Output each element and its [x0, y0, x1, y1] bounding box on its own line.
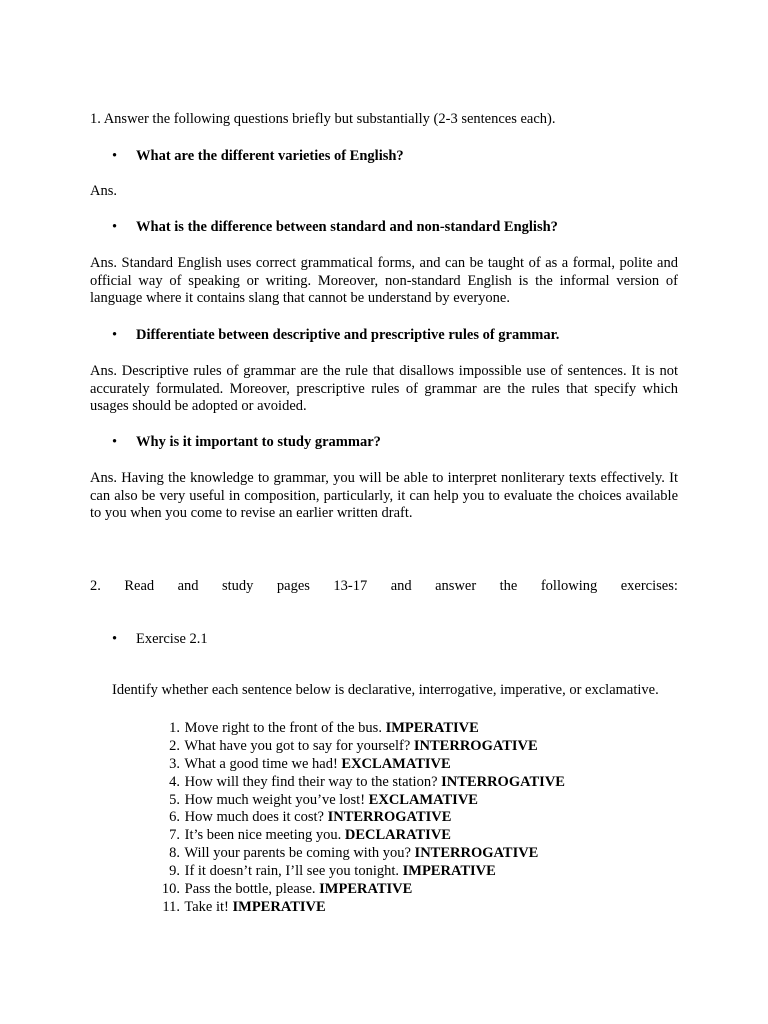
item-number: 8. — [169, 845, 180, 862]
heading-word: and — [177, 578, 199, 594]
item-number: 3. — [169, 755, 180, 772]
item-answer: IMPERATIVE — [232, 898, 326, 915]
item-answer: DECLARATIVE — [344, 827, 451, 844]
list-item — [158, 809, 658, 827]
item-number: 10. — [161, 881, 180, 898]
bullet-icon: • — [112, 631, 118, 647]
answer-4: Ans. Having the knowledge to grammar, you will be able to interpret nonliterary texts effectively. It can also be very useful in composition, particularly, it can help you to evaluate the choices available to you when you come to revise an earlier written draft. — [90, 470, 678, 521]
item-answer: EXCLAMATIVE — [341, 755, 451, 772]
item-sentence: How will they find their way to the station? — [184, 773, 442, 790]
item-answer: INTERROGATIVE — [327, 809, 452, 826]
answer-2: Ans. Standard English uses correct grammatical forms, and can be taught of as a formal, polite and official way of speaking or writing. Moreover, non-standard English is the informal version of language where it contains slang that cannot be understand by everyone. — [90, 255, 678, 306]
item-sentence: Will your parents be coming with you? — [184, 845, 415, 862]
list-item — [158, 792, 658, 810]
item-sentence: How much does it cost? — [184, 809, 328, 826]
list-item — [158, 845, 658, 863]
item-sentence: Move right to the front of the bus. — [184, 720, 386, 736]
bullet-icon: • — [112, 219, 118, 235]
heading-word: study — [222, 578, 254, 594]
item-answer: IMPERATIVE — [319, 881, 413, 898]
heading-word: the — [499, 578, 518, 594]
bullet-icon: • — [112, 327, 118, 343]
heading-word: 2. — [90, 578, 101, 594]
item-number: 4. — [169, 773, 180, 790]
list-item — [158, 720, 658, 738]
heading-word: 13-17 — [333, 578, 368, 594]
item-number: 7. — [169, 827, 180, 844]
item-answer: INTERROGATIVE — [413, 737, 538, 754]
item-answer: IMPERATIVE — [402, 863, 496, 880]
list-item — [158, 756, 658, 774]
item-number: 11. — [162, 898, 180, 915]
list-item — [158, 863, 658, 881]
item-sentence: What a good time we had! — [184, 755, 342, 772]
bullet-icon: • — [112, 434, 118, 450]
section-2-heading — [90, 578, 678, 596]
heading-word: answer — [435, 578, 477, 594]
item-sentence: Take it! — [184, 898, 233, 915]
item-number: 2. — [169, 737, 180, 754]
item-answer: INTERROGATIVE — [441, 773, 565, 790]
item-answer: INTERROGATIVE — [414, 845, 539, 862]
heading-word: exercises: — [620, 578, 678, 594]
item-sentence: What have you got to say for yourself? — [184, 737, 414, 754]
exercise-label: Exercise 2.1 — [136, 631, 208, 647]
heading-word: following — [540, 578, 598, 594]
item-number: 9. — [169, 863, 180, 880]
item-number: 5. — [169, 791, 180, 808]
list-item — [158, 881, 658, 899]
list-item — [158, 774, 658, 792]
item-answer: EXCLAMATIVE — [368, 791, 478, 808]
question-1-text: What are the different varieties of English? — [136, 148, 404, 164]
list-item — [158, 827, 658, 845]
item-sentence: It’s been nice meeting you. — [184, 827, 345, 844]
answer-3: Ans. Descriptive rules of grammar are the rule that disallows impossible use of sentences. It is not accurately formulated. Moreover, prescriptive rules of grammar are the rules that specify which usages should be adopted or avoided. — [90, 363, 678, 414]
heading-word: pages — [276, 578, 310, 594]
item-sentence: If it doesn’t rain, I’ll see you tonight. — [184, 863, 403, 880]
item-number: 6. — [169, 809, 180, 826]
question-3-text: Differentiate between descriptive and prescriptive rules of grammar. — [136, 327, 560, 343]
exercise-instruction: Identify whether each sentence below is declarative, interrogative, imperative, or exclamative. — [112, 681, 659, 698]
heading-word: and — [390, 578, 412, 594]
section-1-heading: 1. Answer the following questions briefly but substantially (2-3 sentences each). — [90, 111, 556, 127]
heading-word: Read — [124, 578, 155, 594]
list-item — [158, 899, 658, 917]
item-sentence: How much weight you’ve lost! — [184, 791, 369, 808]
item-answer: IMPERATIVE — [385, 720, 479, 736]
item-sentence: Pass the bottle, please. — [184, 881, 320, 898]
item-number: 1. — [169, 720, 180, 736]
question-4-text: Why is it important to study grammar? — [136, 434, 381, 450]
exercise-sentence-list — [158, 720, 658, 917]
question-2-text: What is the difference between standard and non-standard English? — [136, 219, 558, 235]
bullet-icon: • — [112, 148, 118, 164]
answer-1: Ans. — [90, 183, 117, 199]
list-item — [158, 738, 658, 756]
